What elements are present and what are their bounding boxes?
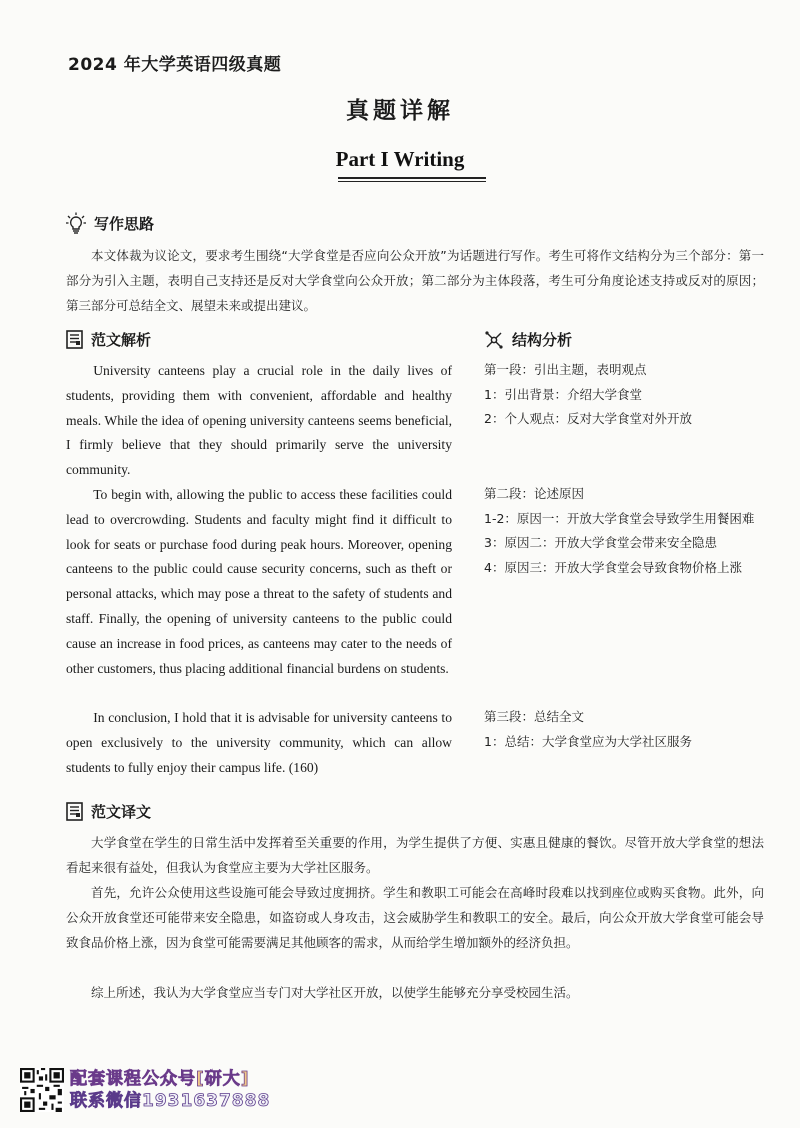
- translation-paragraph-1: 大学食堂在学生的日常生活中发挥着至关重要的作用，为学生提供了方便、实惠且健康的餐饮。尽管开放大学食堂的想法看起来很有益处，但我认为食堂应主要为大学社区服务。: [66, 835, 764, 875]
- structure-title: 结构分析: [512, 331, 573, 349]
- writing-idea-text: 本文体裁为议论文，要求考生围绕“大学食堂是否应向公众开放”为话题进行写作。考生可将作文结构分为三个部分：第一部分为引入主题，表明自己支持还是反对大学食堂向公众开放；第二部分为主体段落，考生可分角度论述支持或反对的原因；第三部分可总结全文、展望未来或提出建议。: [66, 248, 764, 313]
- structure-item: 4：原因三：开放大学食堂会导致食物价格上涨: [484, 559, 742, 575]
- structure-item: 第二段：论述原因: [484, 486, 585, 501]
- translation-title: 范文译文: [91, 803, 152, 821]
- sample-paragraph-2: To begin with, allowing the public to access these facilities could lead to overcrowding. Students and faculty might find it difficult to look for seats or purchase food during peak hours. Moreover, opening canteens to the public could cause security concerns, such as theft or personal attacks, which may pose a threat to the safety of students and staff. Finally, the opening of university canteens to the public could cause an increase in food prices, as canteens may cater to the needs of other customers, thus placing additional financial burdens on students.: [66, 487, 452, 676]
- watermark-line-2: 联系微信1931637888: [70, 1091, 271, 1111]
- structure-heading: [484, 329, 572, 350]
- structure-item: 1-2：原因一：开放大学食堂会导致学生用餐困难: [484, 510, 755, 526]
- sample-paragraph-1: University canteens play a crucial role in the daily lives of students, providing them with convenient, affordable and healthy meals. While the idea of opening university canteens seems beneficial, I firmly believe that they should primarily serve the university community.: [66, 363, 452, 478]
- writing-idea-heading: [66, 212, 154, 234]
- translation-paragraph-2: 首先，允许公众使用这些设施可能会导致过度拥挤。学生和教职工可能会在高峰时段难以找到座位或购买食物。此外，向公众开放食堂还可能带来安全隐患，如盗窃或人身攻击，这会威胁学生和教职工的安全。最后，向公众开放大学食堂可能会导致食品价格上涨，因为食堂可能需要满足其他顾客的需求，从而给学生增加额外的经济负担。: [66, 885, 764, 950]
- structure-group-3: [484, 705, 766, 754]
- document-icon: [66, 802, 83, 821]
- sample-title: 范文解析: [91, 331, 152, 349]
- writing-idea-title: 写作思路: [94, 214, 155, 233]
- watermark-line-1: 配套课程公众号[研大]: [70, 1069, 250, 1089]
- part-title: Part I Writing: [335, 147, 465, 171]
- lightbulb-icon: [66, 212, 86, 234]
- promo-watermark: [20, 1068, 270, 1112]
- structure-item: 第三段：总结全文: [484, 709, 585, 724]
- qr-code-icon: [20, 1068, 64, 1112]
- structure-item: 1：总结：大学食堂应为大学社区服务: [484, 733, 692, 749]
- network-icon: [484, 330, 504, 350]
- title-underline: [338, 177, 486, 179]
- sample-heading: [66, 329, 151, 350]
- page-title: 真题详解: [346, 98, 454, 124]
- structure-group-1: [484, 358, 766, 432]
- structure-item: 1：引出背景：介绍大学食堂: [484, 386, 642, 402]
- structure-item: 第一段：引出主题，表明观点: [484, 362, 647, 377]
- document-icon: [66, 330, 83, 349]
- structure-group-2: [484, 482, 766, 580]
- translation-paragraph-3: 综上所述，我认为大学食堂应当专门对大学社区开放，以使学生能够充分享受校园生活。: [91, 985, 579, 1000]
- exam-header: 2024 年大学英语四级真题: [68, 55, 282, 75]
- structure-item: 3：原因二：开放大学食堂会带来安全隐患: [484, 535, 717, 551]
- sample-paragraph-3: In conclusion, I hold that it is advisable for university canteens to open exclusively to the university community, which can allow students to fully enjoy their campus life. (160): [66, 710, 452, 775]
- structure-item: 2：个人观点：反对大学食堂对外开放: [484, 411, 692, 427]
- title-underline-thin: [338, 181, 486, 182]
- translation-heading: [66, 801, 151, 822]
